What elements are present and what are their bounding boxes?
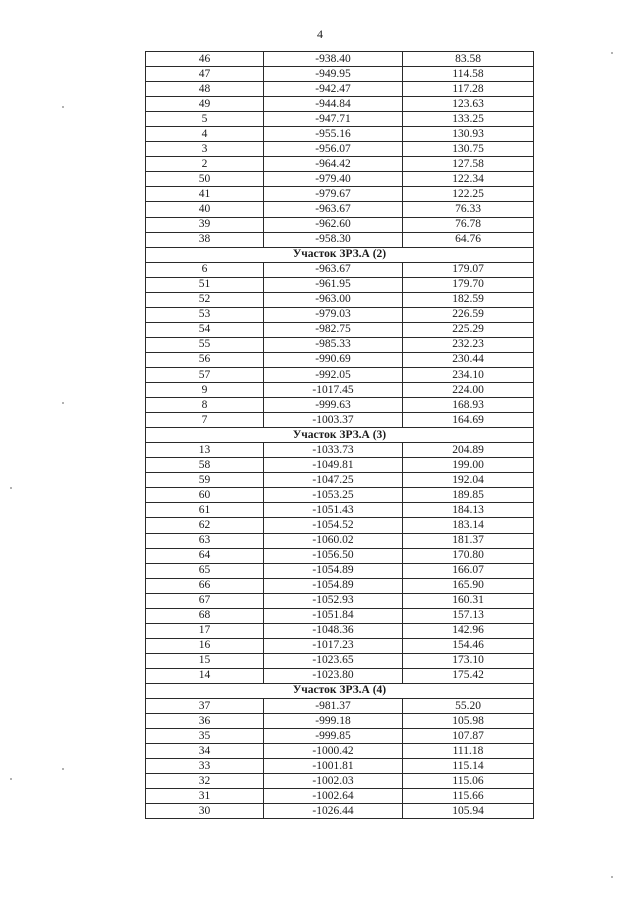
y-coordinate-cell: 181.37 bbox=[403, 533, 534, 548]
section-title: Участок ЗРЗ.А (2) bbox=[146, 247, 534, 262]
x-coordinate-cell: -964.42 bbox=[264, 157, 403, 172]
x-coordinate-cell: -1002.03 bbox=[264, 774, 403, 789]
point-number-cell: 4 bbox=[146, 127, 264, 142]
table-row bbox=[146, 352, 534, 367]
margin-mark bbox=[62, 402, 64, 404]
table-row bbox=[146, 367, 534, 382]
y-coordinate-cell: 160.31 bbox=[403, 593, 534, 608]
x-coordinate-cell: -956.07 bbox=[264, 142, 403, 157]
margin-mark bbox=[611, 876, 613, 878]
x-coordinate-cell: -938.40 bbox=[264, 52, 403, 67]
x-coordinate-cell: -1000.42 bbox=[264, 744, 403, 759]
point-number-cell: 67 bbox=[146, 593, 264, 608]
table-row bbox=[146, 398, 534, 413]
x-coordinate-cell: -979.40 bbox=[264, 172, 403, 187]
point-number-cell: 50 bbox=[146, 172, 264, 187]
x-coordinate-cell: -999.18 bbox=[264, 714, 403, 729]
table-row bbox=[146, 533, 534, 548]
x-coordinate-cell: -947.71 bbox=[264, 112, 403, 127]
table-row bbox=[146, 82, 534, 97]
y-coordinate-cell: 123.63 bbox=[403, 97, 534, 112]
section-row bbox=[146, 247, 534, 262]
x-coordinate-cell: -944.84 bbox=[264, 97, 403, 112]
x-coordinate-cell: -958.30 bbox=[264, 232, 403, 247]
y-coordinate-cell: 117.28 bbox=[403, 82, 534, 97]
point-number-cell: 36 bbox=[146, 714, 264, 729]
x-coordinate-cell: -1049.81 bbox=[264, 458, 403, 473]
table-row bbox=[146, 653, 534, 668]
y-coordinate-cell: 114.58 bbox=[403, 67, 534, 82]
x-coordinate-cell: -949.95 bbox=[264, 67, 403, 82]
point-number-cell: 9 bbox=[146, 383, 264, 398]
y-coordinate-cell: 183.14 bbox=[403, 518, 534, 533]
point-number-cell: 49 bbox=[146, 97, 264, 112]
y-coordinate-cell: 130.75 bbox=[403, 142, 534, 157]
table-row bbox=[146, 277, 534, 292]
y-coordinate-cell: 130.93 bbox=[403, 127, 534, 142]
point-number-cell: 15 bbox=[146, 653, 264, 668]
point-number-cell: 39 bbox=[146, 217, 264, 232]
y-coordinate-cell: 184.13 bbox=[403, 503, 534, 518]
table-row bbox=[146, 774, 534, 789]
margin-mark bbox=[10, 487, 12, 489]
table-row bbox=[146, 458, 534, 473]
point-number-cell: 52 bbox=[146, 292, 264, 307]
point-number-cell: 41 bbox=[146, 187, 264, 202]
x-coordinate-cell: -1051.43 bbox=[264, 503, 403, 518]
x-coordinate-cell: -1033.73 bbox=[264, 443, 403, 458]
table-row bbox=[146, 744, 534, 759]
table-row bbox=[146, 804, 534, 819]
page-number: 4 bbox=[317, 27, 323, 41]
x-coordinate-cell: -979.03 bbox=[264, 307, 403, 322]
point-number-cell: 33 bbox=[146, 759, 264, 774]
section-title: Участок ЗРЗ.А (3) bbox=[146, 428, 534, 443]
x-coordinate-cell: -1003.37 bbox=[264, 413, 403, 428]
point-number-cell: 61 bbox=[146, 503, 264, 518]
y-coordinate-cell: 226.59 bbox=[403, 307, 534, 322]
y-coordinate-cell: 122.25 bbox=[403, 187, 534, 202]
table-row bbox=[146, 52, 534, 67]
x-coordinate-cell: -1051.84 bbox=[264, 608, 403, 623]
x-coordinate-cell: -961.95 bbox=[264, 277, 403, 292]
x-coordinate-cell: -1053.25 bbox=[264, 488, 403, 503]
table-row bbox=[146, 322, 534, 337]
point-number-cell: 68 bbox=[146, 608, 264, 623]
point-number-cell: 32 bbox=[146, 774, 264, 789]
x-coordinate-cell: -1023.65 bbox=[264, 653, 403, 668]
table-row bbox=[146, 67, 534, 82]
margin-mark bbox=[611, 52, 613, 54]
y-coordinate-cell: 154.46 bbox=[403, 638, 534, 653]
point-number-cell: 5 bbox=[146, 112, 264, 127]
table-row bbox=[146, 443, 534, 458]
table-row bbox=[146, 593, 534, 608]
x-coordinate-cell: -1017.23 bbox=[264, 638, 403, 653]
coordinates-table-body bbox=[146, 52, 534, 819]
point-number-cell: 13 bbox=[146, 443, 264, 458]
point-number-cell: 30 bbox=[146, 804, 264, 819]
y-coordinate-cell: 166.07 bbox=[403, 563, 534, 578]
x-coordinate-cell: -963.67 bbox=[264, 202, 403, 217]
y-coordinate-cell: 182.59 bbox=[403, 292, 534, 307]
y-coordinate-cell: 115.66 bbox=[403, 789, 534, 804]
point-number-cell: 38 bbox=[146, 232, 264, 247]
point-number-cell: 64 bbox=[146, 548, 264, 563]
y-coordinate-cell: 76.78 bbox=[403, 217, 534, 232]
x-coordinate-cell: -999.85 bbox=[264, 729, 403, 744]
y-coordinate-cell: 179.07 bbox=[403, 262, 534, 277]
x-coordinate-cell: -990.69 bbox=[264, 352, 403, 367]
x-coordinate-cell: -1052.93 bbox=[264, 593, 403, 608]
table-row bbox=[146, 187, 534, 202]
point-number-cell: 54 bbox=[146, 322, 264, 337]
section-row bbox=[146, 428, 534, 443]
point-number-cell: 16 bbox=[146, 638, 264, 653]
x-coordinate-cell: -985.33 bbox=[264, 337, 403, 352]
point-number-cell: 57 bbox=[146, 367, 264, 382]
x-coordinate-cell: -1056.50 bbox=[264, 548, 403, 563]
table-row bbox=[146, 473, 534, 488]
table-row bbox=[146, 383, 534, 398]
table-row bbox=[146, 578, 534, 593]
table-row bbox=[146, 127, 534, 142]
table-row bbox=[146, 668, 534, 683]
point-number-cell: 7 bbox=[146, 413, 264, 428]
point-number-cell: 14 bbox=[146, 668, 264, 683]
point-number-cell: 3 bbox=[146, 142, 264, 157]
table-row bbox=[146, 172, 534, 187]
table-row bbox=[146, 337, 534, 352]
y-coordinate-cell: 142.96 bbox=[403, 623, 534, 638]
point-number-cell: 48 bbox=[146, 82, 264, 97]
coordinates-table bbox=[145, 51, 534, 819]
y-coordinate-cell: 224.00 bbox=[403, 383, 534, 398]
y-coordinate-cell: 115.06 bbox=[403, 774, 534, 789]
table-row bbox=[146, 112, 534, 127]
x-coordinate-cell: -1060.02 bbox=[264, 533, 403, 548]
table-row bbox=[146, 217, 534, 232]
point-number-cell: 40 bbox=[146, 202, 264, 217]
table-row bbox=[146, 488, 534, 503]
y-coordinate-cell: 179.70 bbox=[403, 277, 534, 292]
table-row bbox=[146, 262, 534, 277]
y-coordinate-cell: 107.87 bbox=[403, 729, 534, 744]
point-number-cell: 31 bbox=[146, 789, 264, 804]
y-coordinate-cell: 189.85 bbox=[403, 488, 534, 503]
point-number-cell: 55 bbox=[146, 337, 264, 352]
table-row bbox=[146, 232, 534, 247]
x-coordinate-cell: -982.75 bbox=[264, 322, 403, 337]
y-coordinate-cell: 230.44 bbox=[403, 352, 534, 367]
x-coordinate-cell: -1001.81 bbox=[264, 759, 403, 774]
y-coordinate-cell: 165.90 bbox=[403, 578, 534, 593]
y-coordinate-cell: 232.23 bbox=[403, 337, 534, 352]
y-coordinate-cell: 127.58 bbox=[403, 157, 534, 172]
point-number-cell: 34 bbox=[146, 744, 264, 759]
y-coordinate-cell: 157.13 bbox=[403, 608, 534, 623]
y-coordinate-cell: 115.14 bbox=[403, 759, 534, 774]
margin-mark bbox=[10, 778, 12, 780]
point-number-cell: 58 bbox=[146, 458, 264, 473]
table-row bbox=[146, 97, 534, 112]
x-coordinate-cell: -1026.44 bbox=[264, 804, 403, 819]
table-row bbox=[146, 759, 534, 774]
point-number-cell: 59 bbox=[146, 473, 264, 488]
y-coordinate-cell: 199.00 bbox=[403, 458, 534, 473]
y-coordinate-cell: 170.80 bbox=[403, 548, 534, 563]
point-number-cell: 62 bbox=[146, 518, 264, 533]
x-coordinate-cell: -979.67 bbox=[264, 187, 403, 202]
y-coordinate-cell: 76.33 bbox=[403, 202, 534, 217]
y-coordinate-cell: 105.94 bbox=[403, 804, 534, 819]
y-coordinate-cell: 168.93 bbox=[403, 398, 534, 413]
point-number-cell: 51 bbox=[146, 277, 264, 292]
x-coordinate-cell: -1023.80 bbox=[264, 668, 403, 683]
y-coordinate-cell: 64.76 bbox=[403, 232, 534, 247]
point-number-cell: 17 bbox=[146, 623, 264, 638]
table-row bbox=[146, 518, 534, 533]
table-row bbox=[146, 714, 534, 729]
x-coordinate-cell: -1054.89 bbox=[264, 578, 403, 593]
x-coordinate-cell: -942.47 bbox=[264, 82, 403, 97]
point-number-cell: 47 bbox=[146, 67, 264, 82]
point-number-cell: 6 bbox=[146, 262, 264, 277]
table-row bbox=[146, 563, 534, 578]
table-row bbox=[146, 413, 534, 428]
y-coordinate-cell: 164.69 bbox=[403, 413, 534, 428]
x-coordinate-cell: -1017.45 bbox=[264, 383, 403, 398]
point-number-cell: 56 bbox=[146, 352, 264, 367]
point-number-cell: 2 bbox=[146, 157, 264, 172]
point-number-cell: 53 bbox=[146, 307, 264, 322]
x-coordinate-cell: -955.16 bbox=[264, 127, 403, 142]
table-row bbox=[146, 608, 534, 623]
point-number-cell: 63 bbox=[146, 533, 264, 548]
y-coordinate-cell: 175.42 bbox=[403, 668, 534, 683]
table-row bbox=[146, 202, 534, 217]
x-coordinate-cell: -1047.25 bbox=[264, 473, 403, 488]
section-title: Участок ЗРЗ.А (4) bbox=[146, 683, 534, 698]
margin-mark bbox=[62, 106, 64, 108]
y-coordinate-cell: 173.10 bbox=[403, 653, 534, 668]
y-coordinate-cell: 234.10 bbox=[403, 367, 534, 382]
y-coordinate-cell: 225.29 bbox=[403, 322, 534, 337]
point-number-cell: 46 bbox=[146, 52, 264, 67]
table-row bbox=[146, 638, 534, 653]
point-number-cell: 65 bbox=[146, 563, 264, 578]
x-coordinate-cell: -999.63 bbox=[264, 398, 403, 413]
y-coordinate-cell: 105.98 bbox=[403, 714, 534, 729]
point-number-cell: 60 bbox=[146, 488, 264, 503]
point-number-cell: 66 bbox=[146, 578, 264, 593]
table-row bbox=[146, 548, 534, 563]
margin-mark bbox=[62, 768, 64, 770]
point-number-cell: 8 bbox=[146, 398, 264, 413]
y-coordinate-cell: 83.58 bbox=[403, 52, 534, 67]
x-coordinate-cell: -992.05 bbox=[264, 367, 403, 382]
y-coordinate-cell: 204.89 bbox=[403, 443, 534, 458]
y-coordinate-cell: 133.25 bbox=[403, 112, 534, 127]
x-coordinate-cell: -963.00 bbox=[264, 292, 403, 307]
y-coordinate-cell: 192.04 bbox=[403, 473, 534, 488]
x-coordinate-cell: -962.60 bbox=[264, 217, 403, 232]
x-coordinate-cell: -1002.64 bbox=[264, 789, 403, 804]
x-coordinate-cell: -1054.89 bbox=[264, 563, 403, 578]
table-row bbox=[146, 789, 534, 804]
y-coordinate-cell: 55.20 bbox=[403, 699, 534, 714]
table-row bbox=[146, 699, 534, 714]
table-row bbox=[146, 729, 534, 744]
table-row bbox=[146, 503, 534, 518]
table-row bbox=[146, 623, 534, 638]
x-coordinate-cell: -1048.36 bbox=[264, 623, 403, 638]
table-row bbox=[146, 292, 534, 307]
section-row bbox=[146, 683, 534, 698]
table-row bbox=[146, 157, 534, 172]
y-coordinate-cell: 111.18 bbox=[403, 744, 534, 759]
y-coordinate-cell: 122.34 bbox=[403, 172, 534, 187]
point-number-cell: 35 bbox=[146, 729, 264, 744]
x-coordinate-cell: -963.67 bbox=[264, 262, 403, 277]
point-number-cell: 37 bbox=[146, 699, 264, 714]
table-row bbox=[146, 307, 534, 322]
table-row bbox=[146, 142, 534, 157]
x-coordinate-cell: -981.37 bbox=[264, 699, 403, 714]
x-coordinate-cell: -1054.52 bbox=[264, 518, 403, 533]
